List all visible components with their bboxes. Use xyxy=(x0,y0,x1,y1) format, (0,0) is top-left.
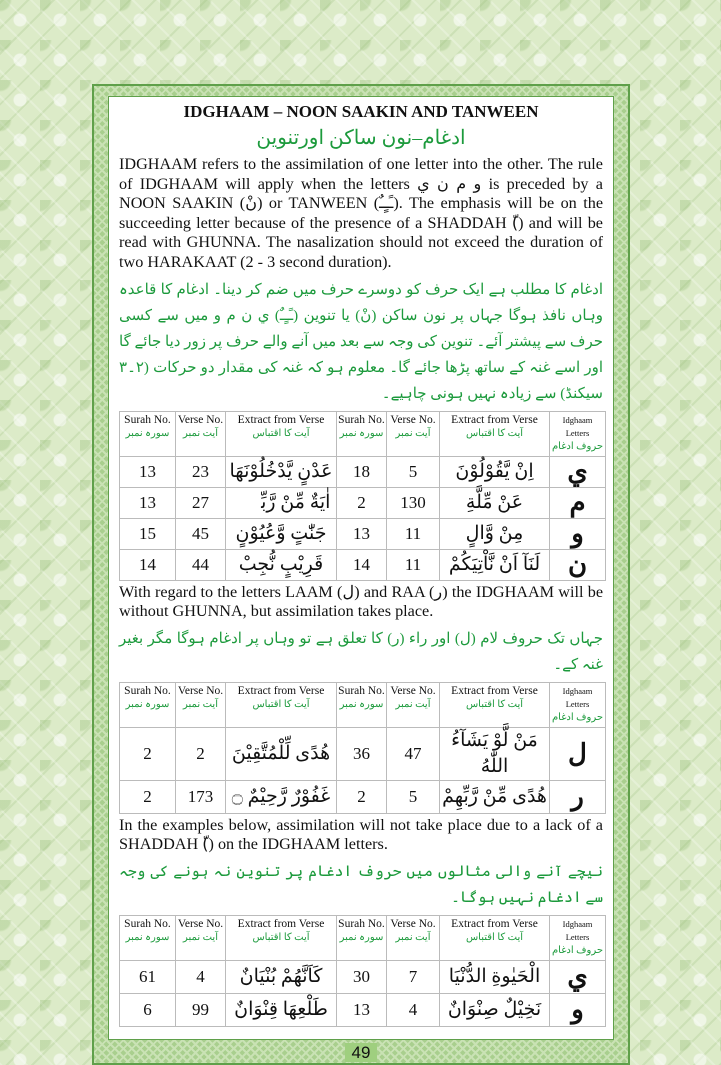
surah-number: 30 xyxy=(337,960,387,993)
column-header-extract xyxy=(226,411,337,456)
table-row xyxy=(120,727,606,780)
header-label-urdu: حروف ادغام xyxy=(551,944,604,956)
table-row xyxy=(120,456,606,487)
header-label: Surah No. xyxy=(124,413,171,426)
verse-extract: غَفُوْرٌ رَّحِيْمٌ ۝ xyxy=(226,780,337,813)
surah-number: 13 xyxy=(120,487,176,518)
surah-number: 14 xyxy=(337,549,387,580)
header-label: Surah No. xyxy=(124,684,171,697)
verse-number: 4 xyxy=(387,993,440,1026)
table-row xyxy=(120,549,606,580)
page-number: 49 xyxy=(345,1043,377,1062)
header-label: Idghaam Letters xyxy=(562,918,593,942)
verse-number: 45 xyxy=(176,518,226,549)
header-label: Verse No. xyxy=(390,413,436,426)
header-label-urdu: آیت نمبر xyxy=(395,427,431,439)
surah-number: 13 xyxy=(337,993,387,1026)
surah-number: 14 xyxy=(120,549,176,580)
idghaam-letter: ر xyxy=(550,780,606,813)
verse-extract: هُدًى مِّنْ رَّبِّهِمْ xyxy=(440,780,550,813)
surah-number: 18 xyxy=(337,456,387,487)
idghaam-letter: ي xyxy=(550,960,606,993)
header-label-urdu: سورہ نمبر xyxy=(125,698,170,710)
header-label: Verse No. xyxy=(390,684,436,697)
para2-urdu: جہاں تک حروف لام (ل) اور راء (ر) کا تعلق ہے تو وہاں پر ادغام ہوگا مگر بغیر غنہ کے۔ xyxy=(119,630,603,673)
verse-extract: هُدًى لِّلْمُتَّقِيْنَ xyxy=(226,727,337,780)
idghaam-letter: و xyxy=(550,993,606,1026)
header-label-urdu: آیت نمبر xyxy=(183,427,218,439)
header-label: Surah No. xyxy=(338,413,385,426)
verse-extract: اِنْ يَّقُوْلُوْنَ xyxy=(440,456,550,487)
page-title: IDGHAAM – NOON SAAKIN AND TANWEEN xyxy=(183,102,539,121)
verse-number: 2 xyxy=(176,727,226,780)
column-header-verse xyxy=(387,411,440,456)
column-header-surah xyxy=(120,682,176,727)
header-label-urdu: آیت کا اقتباس xyxy=(252,427,310,439)
column-header-surah xyxy=(337,682,387,727)
header-label: Surah No. xyxy=(124,917,171,930)
header-label: Extract from Verse xyxy=(237,684,325,697)
para3-urdu: نیچے آنے والی مثالوں میں حروف ادغام پر تنوین نہ ہونے کی وجہ سے ادغام نہیں ہوگا۔ xyxy=(119,863,603,906)
surah-number: 2 xyxy=(337,487,387,518)
column-header-verse xyxy=(387,682,440,727)
verse-number: 7 xyxy=(387,960,440,993)
verse-extract: كَاَنَّهُمْ بُنْيَانٌ xyxy=(226,960,337,993)
page-content xyxy=(108,96,614,1040)
header-label: Extract from Verse xyxy=(451,684,538,697)
table-row xyxy=(120,993,606,1026)
header-label: Extract from Verse xyxy=(451,413,538,426)
idghaam-letter: م xyxy=(550,487,606,518)
header-label: Verse No. xyxy=(177,917,224,930)
table-row xyxy=(120,518,606,549)
verse-number: 4 xyxy=(176,960,226,993)
verse-number: 99 xyxy=(176,993,226,1026)
header-label-urdu: سورہ نمبر xyxy=(125,931,170,943)
column-header-surah xyxy=(120,411,176,456)
verse-number: 5 xyxy=(387,456,440,487)
header-label: Extract from Verse xyxy=(237,413,325,426)
table-header-row xyxy=(120,915,606,960)
header-label-urdu: سورہ نمبر xyxy=(339,427,384,439)
header-label: Idghaam Letters xyxy=(562,685,593,709)
header-label: Extract from Verse xyxy=(237,917,325,930)
table-row xyxy=(120,780,606,813)
header-label-urdu: حروف ادغام xyxy=(551,440,604,452)
column-header-surah xyxy=(337,411,387,456)
para2-english: With regard to the letters LAAM (ل) and RAA (ر) the IDGHAAM will be without GHUNNA, but assimilation takes place. xyxy=(119,582,604,621)
header-label-urdu: آیت کا اقتباس xyxy=(465,931,524,943)
verse-extract: قَرِيْبٍ نُّجِبْ xyxy=(226,549,337,580)
verse-extract: لَنَآ اَنْ نَّاْتِيَكُمْ xyxy=(440,549,550,580)
verse-extract: الْحَيٰوةِ الدُّنْيَا xyxy=(440,960,550,993)
column-header-verse xyxy=(176,682,226,727)
idghaam-letter: و xyxy=(550,518,606,549)
verse-number: 47 xyxy=(387,727,440,780)
no-idghaam-table xyxy=(119,915,606,1027)
surah-number: 15 xyxy=(120,518,176,549)
column-header-extract xyxy=(440,411,550,456)
verse-number: 11 xyxy=(387,518,440,549)
idghaam-letter: ن xyxy=(550,549,606,580)
urdu-title: ادغام–نون ساکن اورتنوین xyxy=(256,127,466,149)
verse-extract: عَدْنٍ يَّدْخُلُوْنَهَا xyxy=(226,456,337,487)
header-label-urdu: آیت کا اقتباس xyxy=(465,698,524,710)
header-label: Idghaam Letters xyxy=(562,414,593,438)
verse-extract: جَنّٰتٍ وَّعُيُوْنٍ xyxy=(226,518,337,549)
header-label-urdu: سورہ نمبر xyxy=(125,427,170,439)
header-label-urdu: سورہ نمبر xyxy=(339,698,384,710)
verse-number: 130 xyxy=(387,487,440,518)
verse-number: 11 xyxy=(387,549,440,580)
column-header-surah xyxy=(337,915,387,960)
header-label-urdu: آیت نمبر xyxy=(395,931,431,943)
header-label-urdu: آیت کا اقتباس xyxy=(465,427,524,439)
idghaam-letter: ي xyxy=(550,456,606,487)
table-row xyxy=(120,960,606,993)
column-header-extract xyxy=(226,682,337,727)
idghaam-table-without-ghunna xyxy=(119,682,606,814)
intro-english: IDGHAAM refers to the assimilation of one letter into the other. The rule of IDGHAAM will apply when the letters و م ن ي is preceded by a NOON SAAKIN (نْ) or TANWEEN (ـًـٍـٌ). The emphasis will be on the succeeding letter because of the presence of a SHADDAH (ّ) and will be read with GHUNNA. The nasalization should not exceed the duration of two HARAKAAT (2 - 3 second duration). xyxy=(119,155,603,271)
surah-number: 6 xyxy=(120,993,176,1026)
page-number-band xyxy=(108,1040,614,1063)
header-label-urdu: آیت نمبر xyxy=(183,931,218,943)
column-header-surah xyxy=(120,915,176,960)
verse-number: 5 xyxy=(387,780,440,813)
column-header-extract xyxy=(440,915,550,960)
header-label-urdu: آیت کا اقتباس xyxy=(252,698,310,710)
idghaam-table-ghunna xyxy=(119,411,606,581)
verse-extract: اٰيَةٌ مِّنْ رَّبِّهٖ xyxy=(226,487,337,518)
table-header-row xyxy=(120,682,606,727)
header-label-urdu: سورہ نمبر xyxy=(339,931,384,943)
verse-extract: مِنْ وَّالٍ xyxy=(440,518,550,549)
header-label-urdu: آیت کا اقتباس xyxy=(252,931,310,943)
column-header-extract xyxy=(440,682,550,727)
header-label: Verse No. xyxy=(177,684,224,697)
surah-number: 36 xyxy=(337,727,387,780)
surah-number: 2 xyxy=(120,780,176,813)
column-header-extract xyxy=(226,915,337,960)
surah-number: 13 xyxy=(120,456,176,487)
verse-extract: عَنْ مِّلَّةِ xyxy=(440,487,550,518)
header-label: Verse No. xyxy=(390,917,436,930)
column-header-letters xyxy=(550,411,606,456)
header-label: Verse No. xyxy=(177,413,224,426)
column-header-letters xyxy=(550,682,606,727)
verse-number: 44 xyxy=(176,549,226,580)
column-header-verse xyxy=(387,915,440,960)
intro-urdu: ادغام کا مطلب ہے ایک حرف کو دوسرے حرف میں ضم کر دینا۔ ادغام کا قاعدہ وہاں نافذ ہوگا جہاں پر نون ساکن (نْ) یا تنوین (ـًـٍـٌ) ي ن م و میں سے کسی حرف سے پیشتر آئے۔ تنوین کی وجہ سے بعد میں آنے والے حرف پر زور دیا جائے گا اور اسے غنہ کے ساتھ پڑھا جائے گا۔ معلوم ہو کہ غنہ کی مقدار دو حرکات (۲۔۳ سیکنڈ) سے زیادہ نہیں ہونی چاہیے۔ xyxy=(119,281,604,402)
column-header-verse xyxy=(176,915,226,960)
surah-number: 2 xyxy=(337,780,387,813)
header-label: Extract from Verse xyxy=(451,917,538,930)
table-header-row xyxy=(120,411,606,456)
verse-extract: طَلْعِهَا قِنْوَانٌ xyxy=(226,993,337,1026)
header-label-urdu: حروف ادغام xyxy=(551,711,604,723)
surah-number: 61 xyxy=(120,960,176,993)
header-label-urdu: آیت نمبر xyxy=(395,698,431,710)
idghaam-letter: ل xyxy=(550,727,606,780)
page-frame xyxy=(92,84,630,1065)
header-label: Surah No. xyxy=(338,917,385,930)
verse-number: 173 xyxy=(176,780,226,813)
verse-number: 27 xyxy=(176,487,226,518)
column-header-verse xyxy=(176,411,226,456)
para3-english: In the examples below, assimilation will not take place due to a lack of a SHADDAH (ّ) on the IDGHAAM letters. xyxy=(119,815,603,854)
header-label-urdu: آیت نمبر xyxy=(183,698,218,710)
verse-extract: نَخِيْلٌ صِنْوَانٌ xyxy=(440,993,550,1026)
header-label: Surah No. xyxy=(338,684,385,697)
surah-number: 13 xyxy=(337,518,387,549)
table-row xyxy=(120,487,606,518)
verse-extract: مَنْ لَّوْ يَشَآءُ اللّٰهُ xyxy=(440,727,550,780)
column-header-letters xyxy=(550,915,606,960)
verse-number: 23 xyxy=(176,456,226,487)
surah-number: 2 xyxy=(120,727,176,780)
